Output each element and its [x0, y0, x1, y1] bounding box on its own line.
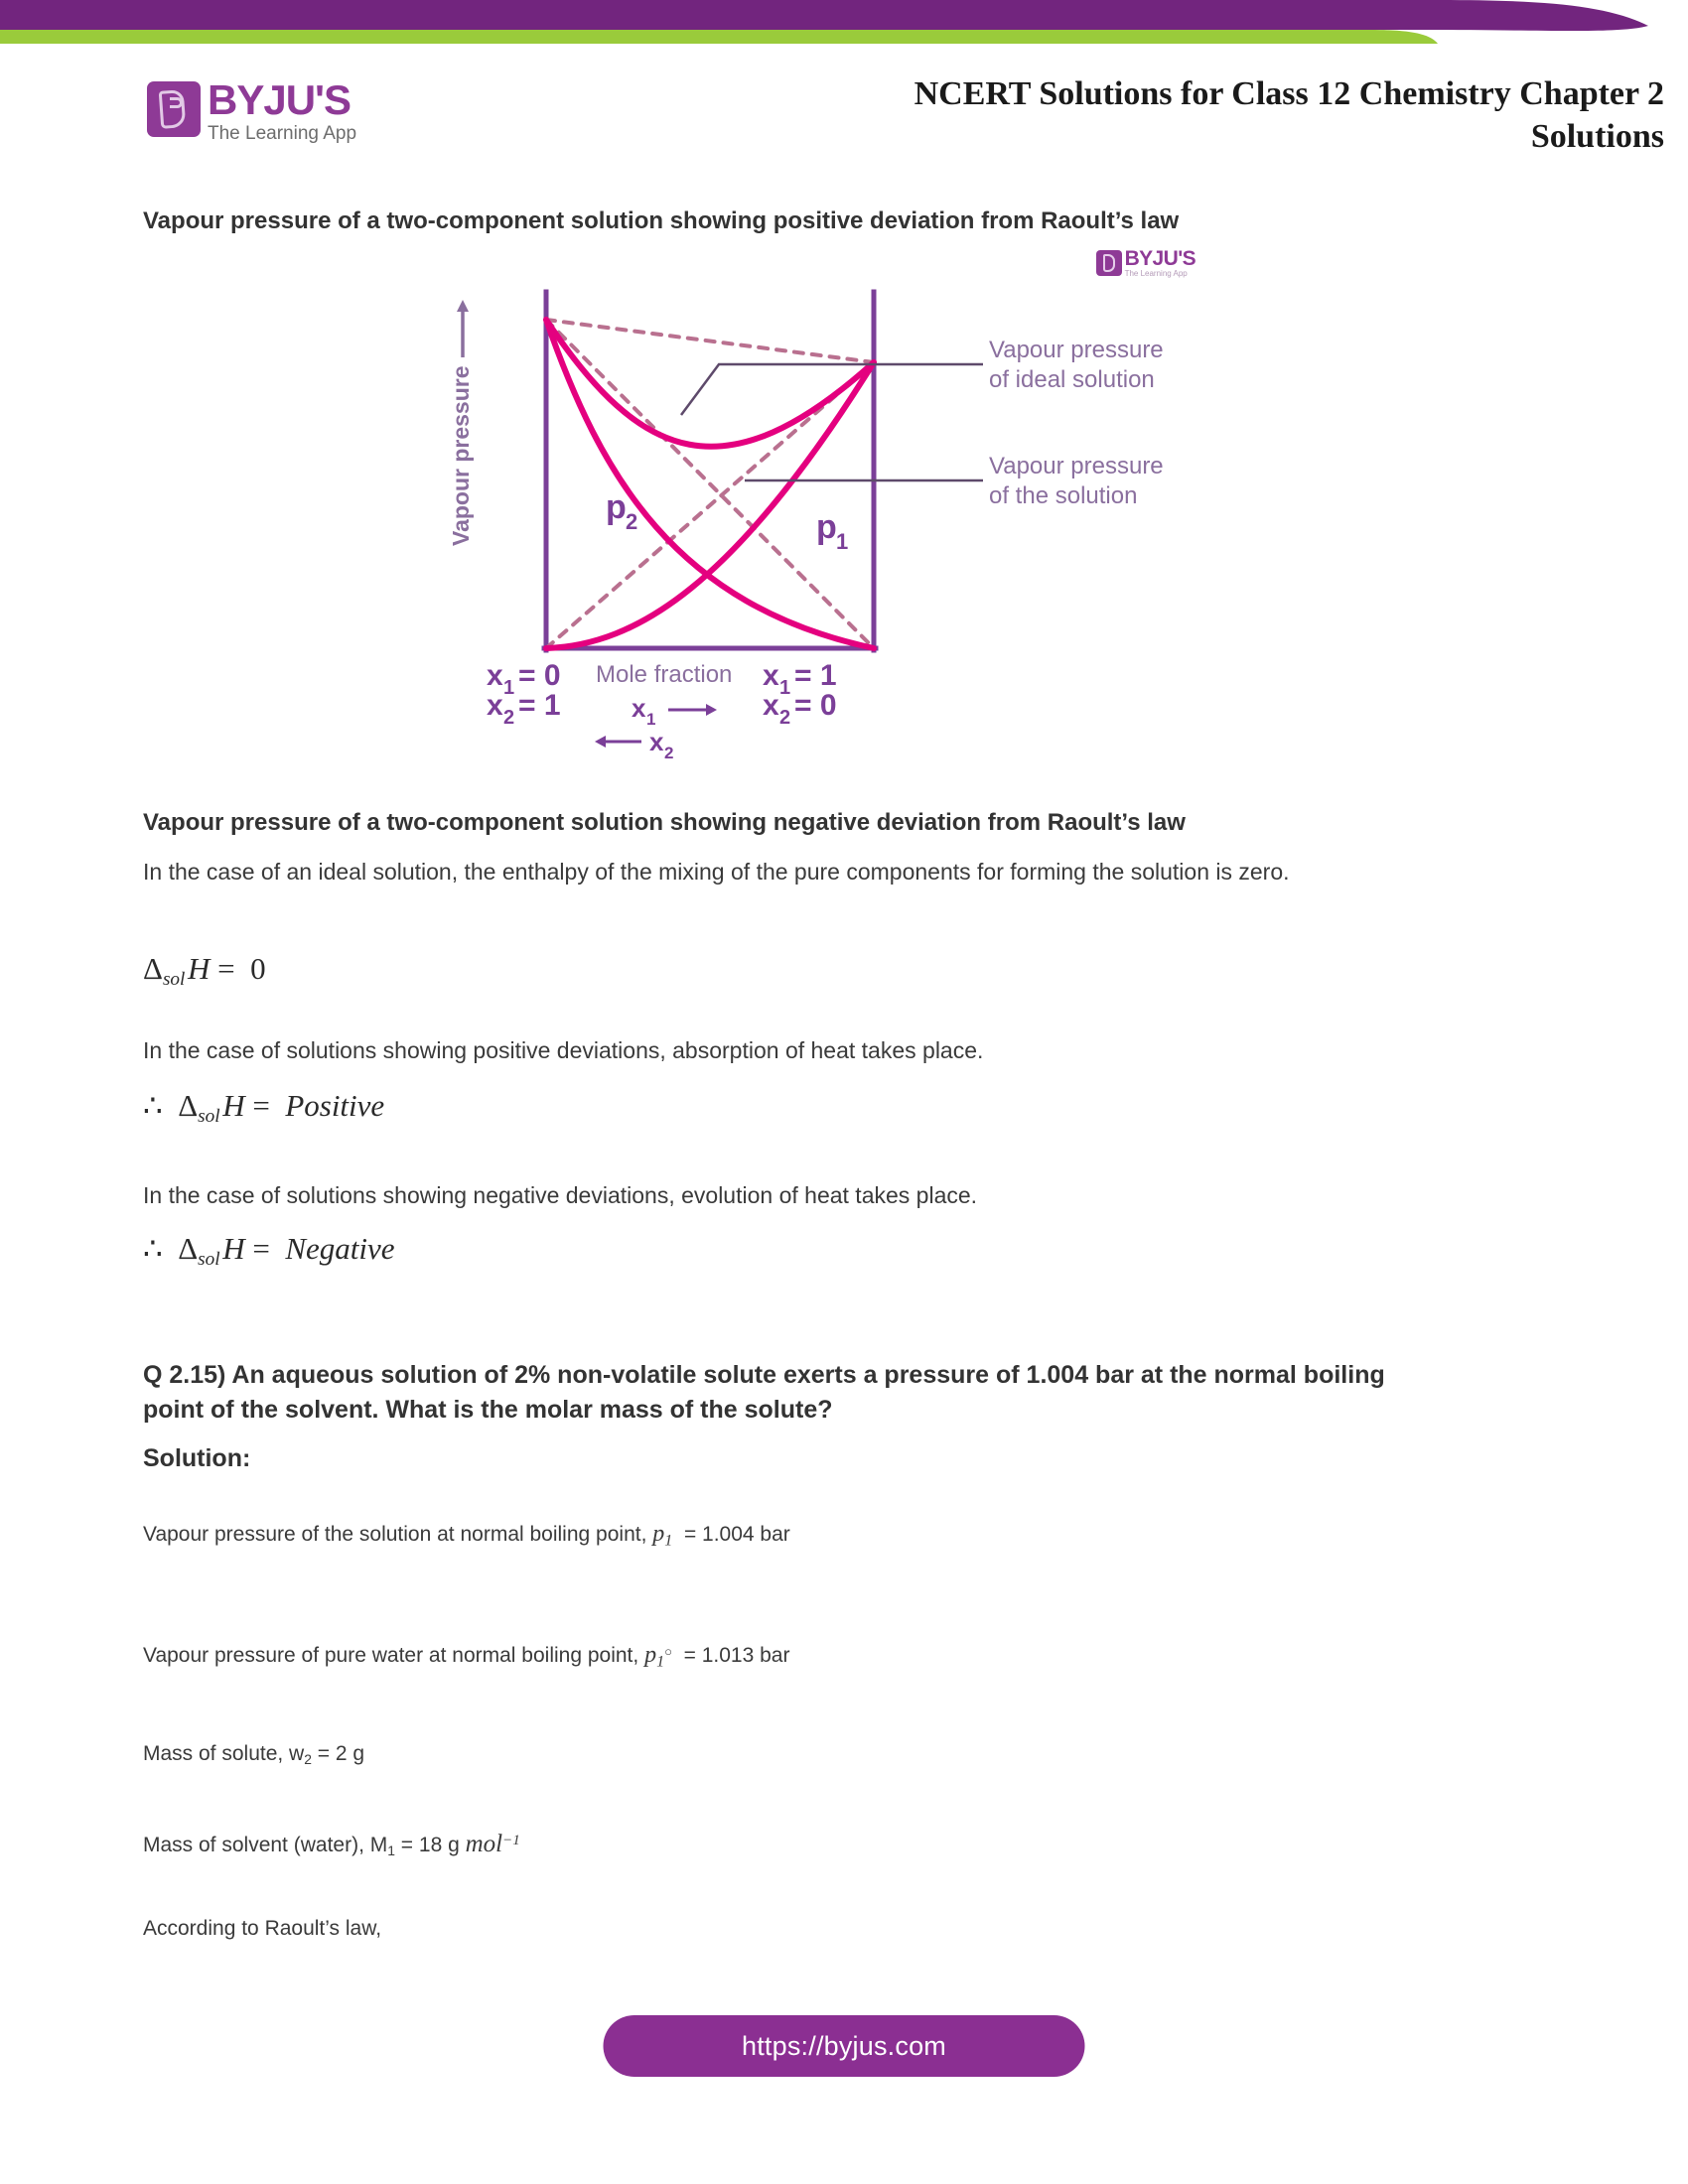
enthalpy-symbol: H [187, 951, 211, 986]
p1-subscript: 1 [664, 1532, 673, 1550]
svg-text:x: x [632, 693, 646, 723]
svg-text:x: x [649, 727, 664, 756]
svg-text:= 1: = 1 [518, 689, 561, 722]
y-axis-label [448, 365, 474, 546]
equation-value: Negative [285, 1231, 395, 1266]
annotation-the-solution [989, 453, 1164, 509]
equals-sign: = [217, 951, 235, 986]
svg-text:Vapour pressure: Vapour pressure [989, 337, 1164, 363]
x-axis-center-labels [595, 661, 732, 762]
p1-degree-symbol: p [644, 1642, 657, 1668]
mol-unit-exponent: −1 [502, 1832, 520, 1848]
vapour-pressure-chart [427, 247, 1241, 762]
brand-tagline: The Learning App [208, 123, 357, 144]
line3-prefix: Mass of solute, w [143, 1742, 305, 1765]
solution-line-mass-solute [143, 1739, 364, 1769]
svg-text:of ideal solution: of ideal solution [989, 366, 1155, 393]
m-subscript: 1 [387, 1842, 395, 1858]
p1-degree-superscript: ○ [664, 1643, 672, 1659]
question-text: Q 2.15) An aqueous solution of 2% non-volatile solute exerts a pressure of 1.004 bar at the normal boiling point of the solvent. What is the molar mass of the solute? [143, 1361, 1385, 1424]
svg-text:Vapour pressure: Vapour pressure [989, 453, 1164, 479]
page-title-line2: Solutions [1530, 117, 1664, 155]
svg-text:p: p [816, 508, 837, 546]
byjus-b-logo-icon [147, 81, 201, 137]
line2-value: = 1.013 bar [683, 1644, 790, 1667]
svg-text:1: 1 [836, 529, 849, 554]
enthalpy-symbol: H [222, 1231, 245, 1266]
svg-text:of the solution: of the solution [989, 482, 1138, 509]
equation-delta-sol-h-negative [143, 1231, 395, 1271]
line3-value: = 2 g [311, 1742, 365, 1765]
equation-delta-sol-h-zero [143, 951, 266, 991]
svg-text:Mole fraction: Mole fraction [596, 661, 733, 688]
svg-text:x: x [763, 659, 779, 692]
chart-svg [427, 248, 1241, 762]
figure-brand-tagline: The Learning App [1124, 269, 1188, 278]
svg-text:= 1: = 1 [794, 659, 837, 692]
caption-negative-deviation: Vapour pressure of a two-component solution showing negative deviation from Raoult’s law [143, 809, 1186, 836]
delta-subscript: sol [198, 1106, 220, 1128]
svg-text:2: 2 [626, 509, 638, 534]
figure-brand-name: BYJU'S [1124, 247, 1196, 270]
line1-prefix: Vapour pressure of the solution at normal boiling point, [143, 1523, 647, 1546]
line2-prefix: Vapour pressure of pure water at normal boiling point, [143, 1644, 639, 1667]
solution-line-raoults-law: According to Raoult’s law, [143, 1917, 382, 1940]
svg-text:1: 1 [646, 710, 656, 729]
figure-byjus-watermark [1096, 248, 1196, 278]
svg-text:Vapour pressure: Vapour pressure [448, 365, 474, 546]
p1-symbol: p [652, 1521, 665, 1547]
byjus-logo [147, 76, 357, 144]
line1-value: = 1.004 bar [683, 1523, 790, 1546]
svg-text:x: x [763, 689, 779, 722]
equation-value: 0 [250, 951, 266, 986]
svg-text:x: x [487, 659, 503, 692]
ptotal-ideal-line [546, 320, 874, 362]
page-title [671, 73, 1664, 158]
svg-text:1: 1 [779, 677, 791, 699]
enthalpy-symbol: H [222, 1088, 245, 1123]
curve-label-p1 [816, 508, 848, 554]
delta-symbol: Δ [143, 951, 163, 986]
page-title-line1: NCERT Solutions for Class 12 Chemistry Chapter 2 [914, 75, 1664, 112]
caption-positive-deviation: Vapour pressure of a two-component solution showing positive deviation from Raoult’s law [143, 207, 1180, 234]
page-header [0, 60, 1688, 179]
svg-text:p: p [606, 488, 627, 526]
svg-text:x: x [487, 689, 503, 722]
decorative-top-banner [0, 0, 1688, 44]
brand-name: BYJU'S [208, 76, 352, 123]
svg-text:1: 1 [503, 677, 515, 699]
byjus-website-link[interactable]: https://byjus.com [604, 2015, 1085, 2077]
paragraph-positive-deviation: In the case of solutions showing positive deviations, absorption of heat takes place. [143, 1037, 984, 1063]
solution-line-vp-solution [143, 1517, 790, 1553]
solution-line-mass-solvent [143, 1827, 520, 1862]
svg-text:2: 2 [503, 707, 515, 729]
delta-subscript: sol [198, 1249, 220, 1271]
equation-delta-sol-h-positive [143, 1088, 384, 1128]
w-subscript: 2 [304, 1750, 312, 1767]
equation-value: Positive [285, 1088, 385, 1123]
solution-label: Solution: [143, 1444, 251, 1472]
paragraph-ideal-enthalpy: In the case of an ideal solution, the enthalpy of the mixing of the pure components for forming the solution is zero. [143, 859, 1290, 885]
x-axis-right-labels [763, 659, 837, 729]
paragraph-negative-deviation: In the case of solutions showing negative deviations, evolution of heat takes place. [143, 1182, 978, 1208]
chart-axes [544, 292, 876, 650]
ptotal-actual-curve [546, 320, 874, 447]
delta-symbol: Δ [178, 1231, 199, 1266]
delta-symbol: Δ [178, 1088, 199, 1123]
delta-subscript: sol [162, 969, 186, 991]
svg-text:= 0: = 0 [794, 689, 837, 722]
mol-unit: mol [465, 1831, 503, 1857]
therefore-symbol: ∴ [143, 1231, 163, 1266]
solution-line-vp-pure-water [143, 1638, 789, 1674]
equals-sign: = [252, 1088, 270, 1123]
ideal-lines [546, 320, 874, 648]
therefore-symbol: ∴ [143, 1088, 163, 1123]
annotation-ideal-solution [989, 337, 1164, 393]
p2-ideal-line [546, 320, 874, 648]
line4-mid: = 18 g [394, 1834, 466, 1856]
svg-text:2: 2 [664, 744, 674, 762]
svg-text:= 0: = 0 [518, 659, 561, 692]
y-axis-arrow-icon [457, 300, 469, 357]
line4-prefix: Mass of solvent (water), M [143, 1834, 388, 1856]
byjus-b-logo-icon-small [1096, 250, 1122, 276]
x-axis-left-labels [487, 659, 561, 729]
p1-degree-subscript: 1 [656, 1653, 665, 1671]
svg-text:2: 2 [779, 707, 791, 729]
equals-sign: = [252, 1231, 270, 1266]
